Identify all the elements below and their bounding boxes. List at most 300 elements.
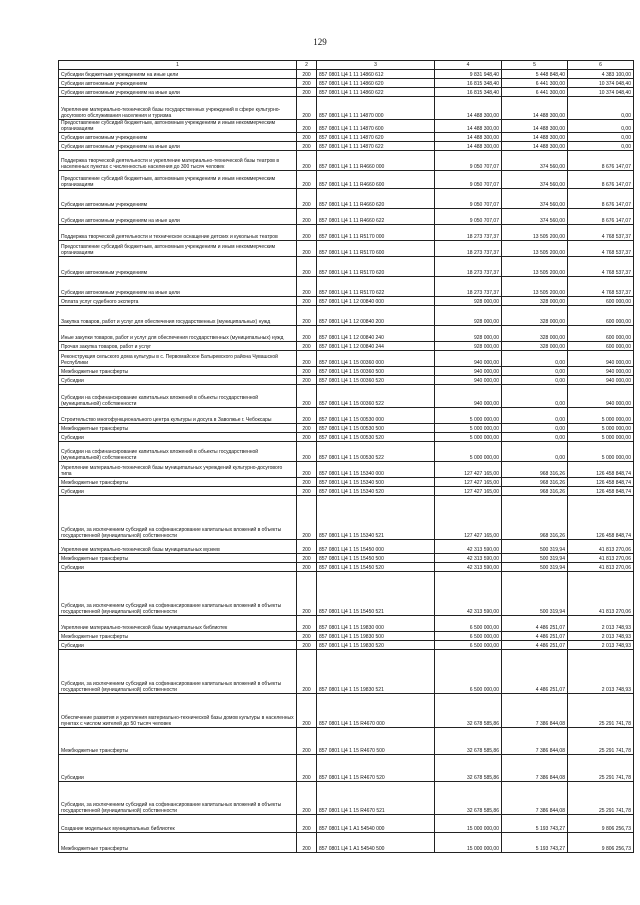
row-name-cell: Субсидии [59, 563, 297, 572]
row-plan-cell: 940 000,00 [435, 385, 502, 408]
row-name-cell: Прочая закупка товаров, работ и услуг [59, 342, 297, 351]
row-code-cell: 200 [297, 241, 317, 257]
row-fact-cell: 7 386 844,08 [502, 782, 568, 815]
row-plan-cell: 42 313 590,00 [435, 540, 502, 554]
row-diff-cell: 126 458 848,74 [568, 487, 634, 496]
row-plan-cell: 32 678 585,86 [435, 694, 502, 728]
row-diff-cell: 41 813 270,06 [568, 563, 634, 572]
row-plan-cell: 18 273 737,37 [435, 241, 502, 257]
row-diff-cell: 41 813 270,06 [568, 554, 634, 563]
row-name-cell: Субсидии автономным учреждениям на иные цели [59, 142, 297, 151]
table-row [59, 151, 634, 171]
table-row [59, 133, 634, 142]
row-plan-cell: 9 050 707,07 [435, 189, 502, 209]
row-code-cell: 200 [297, 694, 317, 728]
table-row [59, 478, 634, 487]
row-code-cell: 200 [297, 79, 317, 88]
row-fact-cell: 6 441 300,00 [502, 88, 568, 97]
row-plan-cell: 127 427 165,00 [435, 478, 502, 487]
row-diff-cell: 8 676 147,07 [568, 151, 634, 171]
table-body [59, 70, 634, 853]
row-name-cell: Иные закупки товаров, работ и услуг для обеспечения государственных (муниципальных) нужд [59, 326, 297, 342]
row-name-cell: Строительство многофункционального центра культуры и досуга в Заволжье г. Чебоксары [59, 408, 297, 424]
row-plan-cell: 6 500 000,00 [435, 641, 502, 650]
row-fact-cell: 4 486 251,07 [502, 632, 568, 641]
row-kbk-cell: 857 0801 Ц4 1 15 R4670 521 [317, 782, 435, 815]
row-fact-cell: 13 505 200,00 [502, 277, 568, 297]
row-plan-cell: 940 000,00 [435, 376, 502, 385]
row-code-cell: 200 [297, 120, 317, 133]
table-row [59, 367, 634, 376]
table-row [59, 376, 634, 385]
row-diff-cell: 2 013 748,93 [568, 650, 634, 694]
row-kbk-cell: 857 0801 Ц4 1 15 19830 500 [317, 632, 435, 641]
table-row [59, 782, 634, 815]
row-diff-cell: 9 806 256,73 [568, 833, 634, 853]
row-fact-cell: 328 000,00 [502, 306, 568, 326]
table-row [59, 97, 634, 120]
row-diff-cell: 600 000,00 [568, 306, 634, 326]
row-code-cell: 200 [297, 306, 317, 326]
row-diff-cell: 126 458 848,74 [568, 462, 634, 478]
row-diff-cell: 10 374 048,40 [568, 79, 634, 88]
row-kbk-cell: 857 0801 Ц4 1 12 00840 244 [317, 342, 435, 351]
row-code-cell: 200 [297, 257, 317, 277]
row-kbk-cell: 857 0801 Ц4 1 15 00360 000 [317, 351, 435, 367]
row-fact-cell: 13 505 200,00 [502, 257, 568, 277]
row-kbk-cell: 857 0801 Ц4 1 15 00530 520 [317, 433, 435, 442]
row-name-cell: Субсидии автономным учреждениям на иные цели [59, 277, 297, 297]
row-code-cell: 200 [297, 650, 317, 694]
row-fact-cell: 328 000,00 [502, 326, 568, 342]
row-fact-cell: 500 319,94 [502, 540, 568, 554]
row-code-cell: 200 [297, 833, 317, 853]
column-header: 5 [502, 61, 568, 70]
row-name-cell: Субсидии [59, 641, 297, 650]
row-kbk-cell: 857 0801 Ц4 1 11 14870 000 [317, 97, 435, 120]
row-fact-cell: 7 386 844,08 [502, 728, 568, 755]
row-code-cell: 200 [297, 487, 317, 496]
row-name-cell: Оплата услуг судебного эксперта [59, 297, 297, 306]
row-diff-cell: 25 291 741,78 [568, 728, 634, 755]
row-kbk-cell: 857 0801 Ц4 1 11 14870 622 [317, 142, 435, 151]
row-plan-cell: 15 000 000,00 [435, 833, 502, 853]
table-row [59, 815, 634, 833]
row-diff-cell: 4 383 100,00 [568, 70, 634, 79]
row-plan-cell: 5 000 000,00 [435, 408, 502, 424]
row-kbk-cell: 857 0801 Ц4 1 11 14870 600 [317, 120, 435, 133]
row-name-cell: Субсидии бюджетным учреждениям на иные цели [59, 70, 297, 79]
row-kbk-cell: 857 0801 Ц4 1 15 15450 521 [317, 572, 435, 616]
row-plan-cell: 928 000,00 [435, 297, 502, 306]
table-row [59, 79, 634, 88]
row-kbk-cell: 857 0801 Ц4 1 11 R4660 620 [317, 189, 435, 209]
row-diff-cell: 600 000,00 [568, 297, 634, 306]
row-name-cell: Межбюджетные трансферты [59, 424, 297, 433]
row-kbk-cell: 857 0801 Ц4 1 15 00530 522 [317, 442, 435, 462]
row-kbk-cell: 857 0801 Ц4 1 15 R4670 500 [317, 728, 435, 755]
row-name-cell: Межбюджетные трансферты [59, 367, 297, 376]
table-row [59, 257, 634, 277]
row-diff-cell: 8 676 147,07 [568, 171, 634, 189]
table-row [59, 241, 634, 257]
row-fact-cell: 13 505 200,00 [502, 225, 568, 241]
row-diff-cell: 4 768 537,37 [568, 241, 634, 257]
table-row [59, 326, 634, 342]
row-plan-cell: 32 678 585,86 [435, 755, 502, 782]
row-fact-cell: 14 488 300,00 [502, 120, 568, 133]
column-header: 6 [568, 61, 634, 70]
row-kbk-cell: 857 0801 Ц4 1 15 00360 520 [317, 376, 435, 385]
row-diff-cell: 9 806 256,73 [568, 815, 634, 833]
row-kbk-cell: 857 0801 Ц4 1 11 14860 620 [317, 79, 435, 88]
row-plan-cell: 940 000,00 [435, 367, 502, 376]
row-code-cell: 200 [297, 540, 317, 554]
row-code-cell: 200 [297, 376, 317, 385]
page-number: 129 [313, 37, 327, 47]
row-fact-cell: 5 193 743,27 [502, 815, 568, 833]
row-kbk-cell: 857 0801 Ц4 1 12 00840 200 [317, 306, 435, 326]
row-kbk-cell: 857 0801 Ц4 1 11 R4660 600 [317, 171, 435, 189]
row-plan-cell: 16 815 348,40 [435, 79, 502, 88]
row-code-cell: 200 [297, 632, 317, 641]
row-code-cell: 200 [297, 572, 317, 616]
row-kbk-cell: 857 0801 Ц4 1 11 R5170 622 [317, 277, 435, 297]
row-plan-cell: 928 000,00 [435, 306, 502, 326]
row-fact-cell: 0,00 [502, 424, 568, 433]
row-diff-cell: 5 000 000,00 [568, 424, 634, 433]
table-row [59, 563, 634, 572]
row-plan-cell: 928 000,00 [435, 342, 502, 351]
row-plan-cell: 9 831 948,40 [435, 70, 502, 79]
column-header: 3 [317, 61, 435, 70]
row-plan-cell: 32 678 585,86 [435, 728, 502, 755]
row-fact-cell: 328 000,00 [502, 342, 568, 351]
table-row [59, 540, 634, 554]
row-fact-cell: 7 386 844,08 [502, 694, 568, 728]
row-code-cell: 200 [297, 478, 317, 487]
row-code-cell: 200 [297, 277, 317, 297]
row-name-cell: Укрепление материально-технической базы государственных учреждений в сфере культурно-досугового обслуживания населения и туризма [59, 97, 297, 120]
table-row [59, 120, 634, 133]
row-diff-cell: 5 000 000,00 [568, 442, 634, 462]
row-plan-cell: 16 815 348,40 [435, 88, 502, 97]
table-row [59, 408, 634, 424]
row-name-cell: Субсидии автономным учреждениям на иные цели [59, 88, 297, 97]
row-name-cell: Субсидии автономным учреждениям [59, 257, 297, 277]
row-code-cell: 200 [297, 554, 317, 563]
row-plan-cell: 928 000,00 [435, 326, 502, 342]
row-kbk-cell: 857 0801 Ц4 1 11 R5170 620 [317, 257, 435, 277]
table-row [59, 572, 634, 616]
row-fact-cell: 968 316,26 [502, 487, 568, 496]
table-row [59, 277, 634, 297]
row-code-cell: 200 [297, 462, 317, 478]
row-diff-cell: 4 768 537,37 [568, 277, 634, 297]
row-diff-cell: 0,00 [568, 133, 634, 142]
row-name-cell: Укрепление материально-технической базы муниципальных музеев [59, 540, 297, 554]
row-fact-cell: 14 488 300,00 [502, 97, 568, 120]
table-row [59, 171, 634, 189]
table-row [59, 209, 634, 225]
table-row [59, 442, 634, 462]
row-diff-cell: 25 291 741,78 [568, 694, 634, 728]
table-row [59, 694, 634, 728]
row-kbk-cell: 857 0801 Ц4 1 А1 54540 000 [317, 815, 435, 833]
row-diff-cell: 0,00 [568, 142, 634, 151]
row-name-cell: Предоставление субсидий бюджетным, автономным учреждениям и иным некоммерческим организациям [59, 171, 297, 189]
row-plan-cell: 9 050 707,07 [435, 171, 502, 189]
row-plan-cell: 127 427 165,00 [435, 496, 502, 540]
column-header: 4 [435, 61, 502, 70]
row-fact-cell: 7 386 844,08 [502, 755, 568, 782]
row-diff-cell: 5 000 000,00 [568, 408, 634, 424]
row-code-cell: 200 [297, 782, 317, 815]
row-diff-cell: 8 676 147,07 [568, 209, 634, 225]
row-kbk-cell: 857 0801 Ц4 1 15 00530 000 [317, 408, 435, 424]
row-name-cell: Субсидии, за исключением субсидий на софинансирование капитальных вложений в объекты государственной (муниципальной) собственности [59, 782, 297, 815]
row-code-cell: 200 [297, 142, 317, 151]
row-fact-cell: 5 193 743,27 [502, 833, 568, 853]
table-row [59, 728, 634, 755]
row-kbk-cell: 857 0801 Ц4 1 15 00360 500 [317, 367, 435, 376]
row-diff-cell: 126 458 848,74 [568, 496, 634, 540]
row-diff-cell: 4 768 537,37 [568, 257, 634, 277]
table-row [59, 342, 634, 351]
row-code-cell: 200 [297, 209, 317, 225]
table-row [59, 189, 634, 209]
row-diff-cell: 8 676 147,07 [568, 189, 634, 209]
row-name-cell: Укрепление материально-технической базы муниципальных учреждений культурно-досугового типа [59, 462, 297, 478]
row-fact-cell: 4 486 251,07 [502, 650, 568, 694]
budget-table [58, 60, 634, 853]
row-diff-cell: 41 813 270,06 [568, 572, 634, 616]
row-plan-cell: 18 273 737,37 [435, 277, 502, 297]
row-kbk-cell: 857 0801 Ц4 1 15 15450 500 [317, 554, 435, 563]
row-name-cell: Субсидии [59, 487, 297, 496]
row-fact-cell: 500 319,94 [502, 554, 568, 563]
row-diff-cell: 0,00 [568, 120, 634, 133]
row-kbk-cell: 857 0801 Ц4 1 15 19830 000 [317, 616, 435, 632]
row-plan-cell: 9 050 707,07 [435, 209, 502, 225]
row-kbk-cell: 857 0801 Ц4 1 12 00840 240 [317, 326, 435, 342]
row-diff-cell: 2 013 748,93 [568, 632, 634, 641]
row-fact-cell: 500 319,94 [502, 563, 568, 572]
row-name-cell: Субсидии на софинансирование капитальных вложений в объекты государственной (муниципальной) собственности [59, 385, 297, 408]
table-row [59, 424, 634, 433]
table-header-row [59, 61, 634, 70]
row-diff-cell: 2 013 748,93 [568, 641, 634, 650]
row-fact-cell: 0,00 [502, 385, 568, 408]
row-plan-cell: 6 500 000,00 [435, 650, 502, 694]
row-diff-cell: 940 000,00 [568, 385, 634, 408]
row-code-cell: 200 [297, 641, 317, 650]
row-name-cell: Поддержка творческой деятельности и укрепление материально-технической базы театров в населенных пунктах с численностью населения до 300 тысяч человек [59, 151, 297, 171]
table-row [59, 385, 634, 408]
row-code-cell: 200 [297, 297, 317, 306]
row-kbk-cell: 857 0801 Ц4 1 15 19830 520 [317, 641, 435, 650]
row-fact-cell: 5 448 848,40 [502, 70, 568, 79]
row-plan-cell: 14 488 300,00 [435, 142, 502, 151]
table-row [59, 641, 634, 650]
row-code-cell: 200 [297, 171, 317, 189]
row-fact-cell: 374 560,00 [502, 189, 568, 209]
row-fact-cell: 374 560,00 [502, 151, 568, 171]
row-code-cell: 200 [297, 151, 317, 171]
row-fact-cell: 4 486 251,07 [502, 641, 568, 650]
row-plan-cell: 18 273 737,37 [435, 257, 502, 277]
row-fact-cell: 14 488 300,00 [502, 142, 568, 151]
row-plan-cell: 5 000 000,00 [435, 442, 502, 462]
row-name-cell: Субсидии [59, 376, 297, 385]
row-plan-cell: 42 313 590,00 [435, 563, 502, 572]
row-name-cell: Субсидии автономным учреждениям [59, 133, 297, 142]
row-diff-cell: 10 374 048,40 [568, 88, 634, 97]
row-code-cell: 200 [297, 88, 317, 97]
row-kbk-cell: 857 0801 Ц4 1 11 14870 620 [317, 133, 435, 142]
row-diff-cell: 5 000 000,00 [568, 433, 634, 442]
row-fact-cell: 0,00 [502, 376, 568, 385]
row-code-cell: 200 [297, 189, 317, 209]
row-name-cell: Закупка товаров, работ и услуг для обеспечения государственных (муниципальных) нужд [59, 306, 297, 326]
row-diff-cell: 940 000,00 [568, 376, 634, 385]
row-kbk-cell: 857 0801 Ц4 1 15 00530 500 [317, 424, 435, 433]
table-row [59, 755, 634, 782]
row-kbk-cell: 857 0801 Ц4 1 15 00360 522 [317, 385, 435, 408]
row-name-cell: Межбюджетные трансферты [59, 833, 297, 853]
row-plan-cell: 5 000 000,00 [435, 424, 502, 433]
table-row [59, 487, 634, 496]
row-kbk-cell: 857 0801 Ц4 1 А1 54540 500 [317, 833, 435, 853]
row-fact-cell: 13 505 200,00 [502, 241, 568, 257]
row-code-cell: 200 [297, 97, 317, 120]
row-name-cell: Поддержка творческой деятельности и техническое оснащение детских и кукольных театров [59, 225, 297, 241]
row-code-cell: 200 [297, 70, 317, 79]
row-fact-cell: 968 316,26 [502, 462, 568, 478]
row-name-cell: Субсидии автономным учреждениям [59, 189, 297, 209]
row-name-cell: Обеспечение развития и укрепления материально-технической базы домов культуры в населенных пунктах с числом жителей до 50 тысяч человек [59, 694, 297, 728]
row-kbk-cell: 857 0801 Ц4 1 15 R4670 000 [317, 694, 435, 728]
table-row [59, 462, 634, 478]
row-fact-cell: 968 316,26 [502, 478, 568, 487]
row-kbk-cell: 857 0801 Ц4 1 15 15340 000 [317, 462, 435, 478]
row-fact-cell: 0,00 [502, 433, 568, 442]
row-diff-cell: 25 291 741,78 [568, 755, 634, 782]
row-code-cell: 200 [297, 433, 317, 442]
table-row [59, 351, 634, 367]
row-name-cell: Реконструкция сельского дома культуры в с. Первомайское Батыревского района Чувашской Республики [59, 351, 297, 367]
row-code-cell: 200 [297, 815, 317, 833]
row-plan-cell: 32 678 585,86 [435, 782, 502, 815]
table-row [59, 297, 634, 306]
row-code-cell: 200 [297, 755, 317, 782]
row-plan-cell: 14 488 300,00 [435, 97, 502, 120]
row-name-cell: Субсидии на софинансирование капитальных вложений в объекты государственной (муниципальной) собственности [59, 442, 297, 462]
row-name-cell: Укрепление материально-технической базы муниципальных библиотек [59, 616, 297, 632]
row-name-cell: Создание модельных муниципальных библиотек [59, 815, 297, 833]
row-code-cell: 200 [297, 563, 317, 572]
row-plan-cell: 14 488 300,00 [435, 133, 502, 142]
row-name-cell: Субсидии, за исключением субсидий на софинансирование капитальных вложений в объекты государственной (муниципальной) собственности [59, 650, 297, 694]
table-row [59, 88, 634, 97]
row-name-cell: Межбюджетные трансферты [59, 728, 297, 755]
table-row [59, 70, 634, 79]
row-diff-cell: 126 458 848,74 [568, 478, 634, 487]
row-code-cell: 200 [297, 616, 317, 632]
row-code-cell: 200 [297, 326, 317, 342]
row-kbk-cell: 857 0801 Ц4 1 15 15450 520 [317, 563, 435, 572]
row-diff-cell: 940 000,00 [568, 367, 634, 376]
row-diff-cell: 600 000,00 [568, 326, 634, 342]
row-code-cell: 200 [297, 385, 317, 408]
row-diff-cell: 2 013 748,93 [568, 616, 634, 632]
row-fact-cell: 374 560,00 [502, 209, 568, 225]
row-code-cell: 200 [297, 367, 317, 376]
row-plan-cell: 940 000,00 [435, 351, 502, 367]
row-fact-cell: 0,00 [502, 442, 568, 462]
row-name-cell: Предоставление субсидий бюджетным, автономным учреждениям и иным некоммерческим организациям [59, 120, 297, 133]
row-kbk-cell: 857 0801 Ц4 1 11 R4660 000 [317, 151, 435, 171]
row-kbk-cell: 857 0801 Ц4 1 15 19830 521 [317, 650, 435, 694]
row-fact-cell: 968 316,26 [502, 496, 568, 540]
row-diff-cell: 4 768 537,37 [568, 225, 634, 241]
row-code-cell: 200 [297, 408, 317, 424]
row-code-cell: 200 [297, 442, 317, 462]
row-kbk-cell: 857 0801 Ц4 1 15 15450 000 [317, 540, 435, 554]
row-name-cell: Субсидии, за исключением субсидий на софинансирование капитальных вложений в объекты государственной (муниципальной) собственности [59, 572, 297, 616]
row-fact-cell: 500 319,94 [502, 572, 568, 616]
row-kbk-cell: 857 0801 Ц4 1 15 15340 520 [317, 487, 435, 496]
column-header: 2 [297, 61, 317, 70]
row-plan-cell: 15 000 000,00 [435, 815, 502, 833]
row-plan-cell: 6 500 000,00 [435, 632, 502, 641]
row-plan-cell: 127 427 165,00 [435, 462, 502, 478]
column-header: 1 [59, 61, 297, 70]
row-kbk-cell: 857 0801 Ц4 1 11 R5170 000 [317, 225, 435, 241]
row-fact-cell: 374 560,00 [502, 171, 568, 189]
row-fact-cell: 4 486 251,07 [502, 616, 568, 632]
row-name-cell: Предоставление субсидий бюджетным, автономным учреждениям и иным некоммерческим организациям [59, 241, 297, 257]
row-plan-cell: 9 050 707,07 [435, 151, 502, 171]
row-name-cell: Субсидии [59, 433, 297, 442]
row-kbk-cell: 857 0801 Ц4 1 15 R4670 520 [317, 755, 435, 782]
row-code-cell: 200 [297, 728, 317, 755]
row-plan-cell: 42 313 590,00 [435, 572, 502, 616]
row-code-cell: 200 [297, 351, 317, 367]
row-fact-cell: 0,00 [502, 408, 568, 424]
row-code-cell: 200 [297, 424, 317, 433]
table-row [59, 496, 634, 540]
row-name-cell: Субсидии автономным учреждениям на иные цели [59, 209, 297, 225]
row-name-cell: Субсидии автономным учреждениям [59, 79, 297, 88]
row-fact-cell: 328 000,00 [502, 297, 568, 306]
row-fact-cell: 0,00 [502, 351, 568, 367]
row-fact-cell: 0,00 [502, 367, 568, 376]
row-plan-cell: 42 313 590,00 [435, 554, 502, 563]
row-name-cell: Межбюджетные трансферты [59, 478, 297, 487]
row-kbk-cell: 857 0801 Ц4 1 11 R5170 600 [317, 241, 435, 257]
row-fact-cell: 14 488 300,00 [502, 133, 568, 142]
table-row [59, 650, 634, 694]
row-kbk-cell: 857 0801 Ц4 1 15 15340 500 [317, 478, 435, 487]
row-code-cell: 200 [297, 133, 317, 142]
table-row [59, 225, 634, 241]
row-kbk-cell: 857 0801 Ц4 1 15 15340 521 [317, 496, 435, 540]
row-kbk-cell: 857 0801 Ц4 1 11 14860 622 [317, 88, 435, 97]
row-name-cell: Субсидии [59, 755, 297, 782]
table-row [59, 554, 634, 563]
row-diff-cell: 41 813 270,06 [568, 540, 634, 554]
